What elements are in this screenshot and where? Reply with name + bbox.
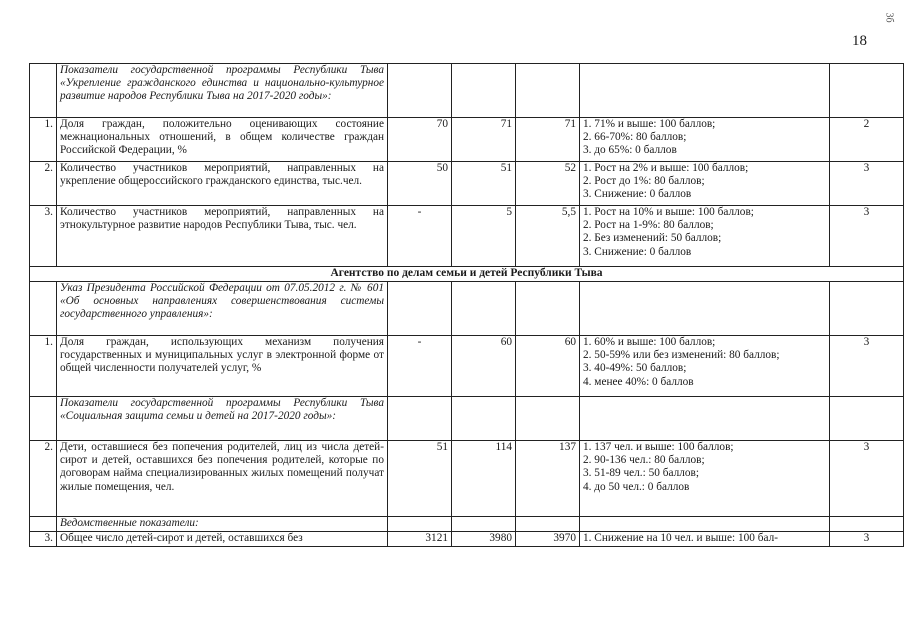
group-heading: Указ Президента Российской Федерации от 07.05.2012 г. № 601 «Об основных направлениях совершенствования системы государственного управления»: — [57, 282, 388, 336]
criteria-cell: 1. Снижение на 10 чел. и выше: 100 бал- — [580, 532, 830, 547]
score-cell: 3 — [830, 162, 904, 206]
indicator-name: Количество участников мероприятий, направленных на этнокультурное развитие народов Республики Тыва, тыс. чел. — [57, 206, 388, 267]
indicators-table — [29, 63, 904, 547]
indicator-name: Доля граждан, положительно оценивающих состояние межнациональных отношений, в общем количестве граждан Российской Федерации, % — [57, 118, 388, 162]
criteria-cell: 1. 60% и выше: 100 баллов; 2. 50-59% или без изменений: 80 баллов; 3. 40-49%: 50 баллов; 4. менее 40%: 0 баллов — [580, 336, 830, 397]
row-index: 1. — [30, 118, 57, 162]
table-row — [30, 397, 904, 441]
score-cell: 3 — [830, 441, 904, 517]
score-cell: 2 — [830, 118, 904, 162]
value-cell: 70 — [388, 118, 452, 162]
table-row — [30, 206, 904, 267]
value-cell: - — [388, 206, 452, 267]
value-cell: 3121 — [388, 532, 452, 547]
criteria-cell: 1. Рост на 10% и выше: 100 баллов; 2. Рост на 1-9%: 80 баллов; 2. Без изменений: 50 баллов; 3. Снижение: 0 баллов — [580, 206, 830, 267]
corner-handwritten-mark: 3б — [883, 12, 895, 23]
score-cell: 3 — [830, 206, 904, 267]
group-heading: Ведомственные показатели: — [57, 517, 388, 532]
value-cell: 5 — [452, 206, 516, 267]
table-row — [30, 162, 904, 206]
value-cell: 50 — [388, 162, 452, 206]
table-row — [30, 532, 904, 547]
value-cell: 5,5 — [516, 206, 580, 267]
value-cell: 3970 — [516, 532, 580, 547]
value-cell: - — [388, 336, 452, 397]
table-row — [30, 517, 904, 532]
table-row — [30, 118, 904, 162]
indicator-name: Общее число детей-сирот и детей, оставшихся без — [57, 532, 388, 547]
value-cell: 137 — [516, 441, 580, 517]
row-index: 1. — [30, 336, 57, 397]
value-cell: 71 — [516, 118, 580, 162]
value-cell: 60 — [516, 336, 580, 397]
row-index: 2. — [30, 162, 57, 206]
row-index: 3. — [30, 206, 57, 267]
value-cell: 114 — [452, 441, 516, 517]
table-row — [30, 282, 904, 336]
criteria-cell: 1. 137 чел. и выше: 100 баллов; 2. 90-136 чел.: 80 баллов; 3. 51-89 чел.: 50 баллов; 4. до 50 чел.: 0 баллов — [580, 441, 830, 517]
criteria-cell: 1. 71% и выше: 100 баллов; 2. 66-70%: 80 баллов; 3. до 65%: 0 баллов — [580, 118, 830, 162]
group-heading: Показатели государственной программы Республики Тыва «Укрепление гражданского единства и национально-культурное развитие народов Республики Тыва на 2017-2020 годы»: — [57, 64, 388, 118]
value-cell: 3980 — [452, 532, 516, 547]
score-cell: 3 — [830, 336, 904, 397]
value-cell: 60 — [452, 336, 516, 397]
table-row — [30, 336, 904, 397]
row-index: 3. — [30, 532, 57, 547]
indicator-name: Дети, оставшиеся без попечения родителей, лиц из числа детей-сирот и детей, оставшихся без попечения родителей, которые по договорам найма специализированных жилых помещений получат жилые помещения, чел. — [57, 441, 388, 517]
table-row — [30, 441, 904, 517]
score-cell: 3 — [830, 532, 904, 547]
value-cell: 51 — [452, 162, 516, 206]
value-cell: 51 — [388, 441, 452, 517]
page-number: 18 — [852, 33, 867, 49]
value-cell: 71 — [452, 118, 516, 162]
table-row — [30, 64, 904, 118]
indicator-name: Количество участников мероприятий, направленных на укрепление общероссийского гражданского единства, тыс.чел. — [57, 162, 388, 206]
table-row — [30, 267, 904, 282]
group-heading: Показатели государственной программы Республики Тыва «Социальная защита семьи и детей на 2017-2020 годы»: — [57, 397, 388, 441]
value-cell: 52 — [516, 162, 580, 206]
section-heading: Агентство по делам семьи и детей Республики Тыва — [30, 267, 904, 282]
row-index: 2. — [30, 441, 57, 517]
criteria-cell: 1. Рост на 2% и выше: 100 баллов; 2. Рост до 1%: 80 баллов; 3. Снижение: 0 баллов — [580, 162, 830, 206]
indicator-name: Доля граждан, использующих механизм получения государственных и муниципальных услуг в электронной форме от общей численности получателей услуг, % — [57, 336, 388, 397]
